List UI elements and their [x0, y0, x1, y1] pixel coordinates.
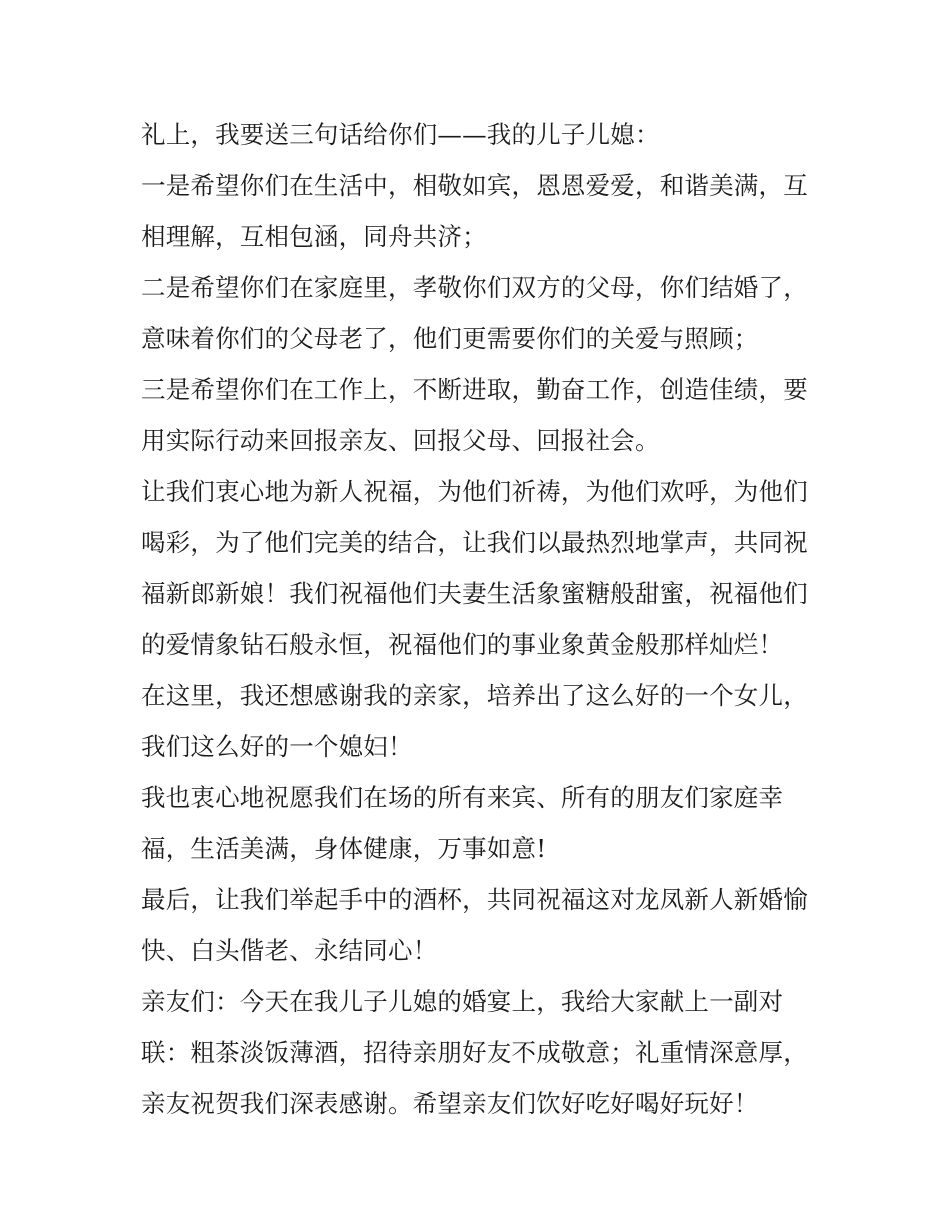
text-line: 我也衷心地祝愿我们在场的所有来宾、所有的朋友们家庭幸	[141, 783, 784, 812]
text-line: 亲友祝贺我们深表感谢。希望亲友们饮好吃好喝好玩好！	[141, 1089, 759, 1118]
text-line: 在这里，我还想感谢我的亲家，培养出了这么好的一个女儿，	[141, 681, 808, 710]
text-line: 最后，让我们举起手中的酒杯，共同祝福这对龙凤新人新婚愉	[141, 885, 808, 914]
text-line: 喝彩，为了他们完美的结合，让我们以最热烈地掌声，共同祝	[141, 528, 808, 557]
text-line: 二是希望你们在家庭里，孝敬你们双方的父母，你们结婚了，	[141, 273, 808, 302]
text-line: 礼上，我要送三句话给你们——我的儿子儿媳：	[141, 120, 660, 149]
text-line: 意味着你们的父母老了，他们更需要你们的关爱与照顾；	[141, 324, 759, 353]
text-line: 相理解，互相包涵，同舟共济；	[141, 222, 487, 251]
text-line: 联：粗茶淡饭薄酒，招待亲朋好友不成敬意；礼重情深意厚，	[141, 1038, 808, 1067]
text-line: 快、白头偕老、永结同心！	[141, 936, 438, 965]
text-line: 我们这么好的一个媳妇！	[141, 732, 413, 761]
text-line: 三是希望你们在工作上，不断进取，勤奋工作，创造佳绩，要	[141, 375, 808, 404]
text-line: 让我们衷心地为新人祝福，为他们祈祷，为他们欢呼，为他们	[141, 477, 808, 506]
text-line: 用实际行动来回报亲友、回报父母、回报社会。	[141, 426, 660, 455]
document-body	[141, 109, 821, 1129]
text-line: 福新郎新娘！我们祝福他们夫妻生活象蜜糖般甜蜜，祝福他们	[141, 579, 808, 608]
text-line: 的爱情象钻石般永恒，祝福他们的事业象黄金般那样灿烂！	[141, 630, 784, 659]
text-line: 亲友们：今天在我儿子儿媳的婚宴上，我给大家献上一副对	[141, 987, 784, 1016]
text-line: 福，生活美满，身体健康，万事如意!	[141, 834, 547, 863]
text-line: 一是希望你们在生活中，相敬如宾，恩恩爱爱，和谐美满，互	[141, 171, 808, 200]
